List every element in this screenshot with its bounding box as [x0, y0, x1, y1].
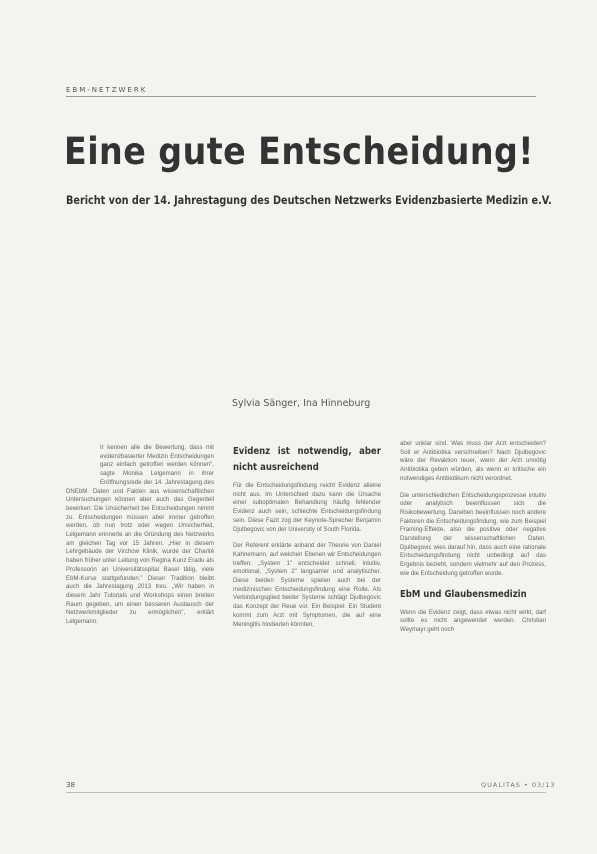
article-subtitle: Bericht von der 14. Jahrestagung des Deutschen Netzwerks Evidenzbasierte Medizin e.V. [66, 193, 552, 207]
section-label: EBM-NETZWERK [66, 86, 148, 94]
col3-paragraph-3: Wenn die Evidenz zeigt, dass etwas nicht wirkt, darf sollte es nicht angewendet werden. Christian Weymayr geht noch [400, 608, 546, 633]
article-authors: Sylvia Sänger, Ina Hinneburg [232, 398, 371, 409]
col3-paragraph-1: aber unklar sind. Was muss der Arzt entscheiden? Soll er Antibiotika verschreiben? Nach Djulbegovic wäre der Revaktion teuer, wenn der Arzt unnötig Antibiotika geben würden, als wenn er kritische ein notwendiges Antibiotikum nicht verordnet. [400, 440, 546, 482]
column-1 [66, 444, 214, 627]
journal-issue: QUALITAS • 03/13 [481, 781, 556, 789]
page-number: 38 [66, 781, 75, 789]
header-rule [66, 96, 536, 97]
column-3 [400, 440, 546, 635]
col1-paragraph: Ir kennen alle die Bewertung, dass mit evidenzbasierter Medizin Entscheidungen ganz einfach getroffen werden können", sagte Monika Lelgemann in ihrer Eröffnungsrede der 14. Jahrestagung des DNEbM. Daten und Fakten aus wissenschaftlichen Untersuchungen können aber auch das Gegenteil bewirken: Die Unsicherheit bei Entscheidungen nimmt zu. Entscheidungen müssen aber immer getroffen werden, ob nun trotz oder wegen Unsicherheit, Lelgemann erinnerte an die Gründung des Netzwerks am gleichen Tag vor 15 Jahren. „Hier in diesem Lehrgebäude der Virchow Klinik, wurde der Charité haben früher unter Leitung von Regina Kunz Eradu als Professorin an Universitätsspital Basel tätig, viele EbM-Kurse stattgefunden." Dieser Tradition bleibt auch die Jahrestagung 2013 treu. „Wir haben in diesem Jahr Tutorials und Workshops einen breiten Raum gegeben, um einen besseren Austausch der Netzwerkmitglieder zu ermöglichen", erklärt Lelgemann. [66, 444, 214, 626]
col3-paragraph-2: Die unterschiedlichen Entscheidungsprozesse intuitiv oder analytisch beeinflussen sich die Risikobewertung. Daneben beeinflussen noch andere Faktoren die Entscheidungsfindung, wie zum Beispiel Framing-Effekte, also die positive oder negative Darstellung der wissenschaftlichen Daten. Djulbegovic wies darauf hin, dass auch eine rationale Entscheidungsfindung nicht unbedingt auf das Ergebnis bezieht, sondern vielmehr auf den Prozess, wie die Entscheidung getroffen wurde. [400, 491, 546, 577]
column-2 [233, 444, 381, 629]
article-title: Eine gute Entscheidung! [64, 130, 534, 173]
col2-paragraph-1: Für die Entscheidungsfindung reicht Evidenz alleine nicht aus. Im Unterschied dazu kann die Ursache einer suboptimalen Behandlung häufig fehlender Evidenz auch sein, schlechte Entscheidungsfindung sein. Diese Fazit zog der Keynote-Sprecher Benjamin Djulbegovic von der University of South Florida. [233, 482, 381, 533]
section-heading-glaubensmedizin: EbM und Glaubensmedizin [400, 588, 527, 600]
col2-paragraph-2: Der Referent erklärte anhand der Theorie von Daniel Kahnemann, auf welchen Ebenen wir Entscheidungen treffen. „System 1" entscheidet schnell, intuitiv, emotional, „System 2" langsamer und analytischer. Diese beiden Systeme spielen auch bei der medizinischen Entscheidungsfindung eine Rolle. Als Verbindungsglied beider Systeme schlägt Djulbegovic das Konzept der Reue vor. Ein Beispiel: Ein Student kommt zum Arzt mit Symptomen, die auf eine Meningitis hindeuten könnten, [233, 542, 381, 628]
footer-rule [66, 792, 546, 793]
section-heading-evidenz: Evidenz ist notwendig, aber nicht ausreichend [233, 446, 381, 473]
dropcap-space [66, 444, 100, 480]
